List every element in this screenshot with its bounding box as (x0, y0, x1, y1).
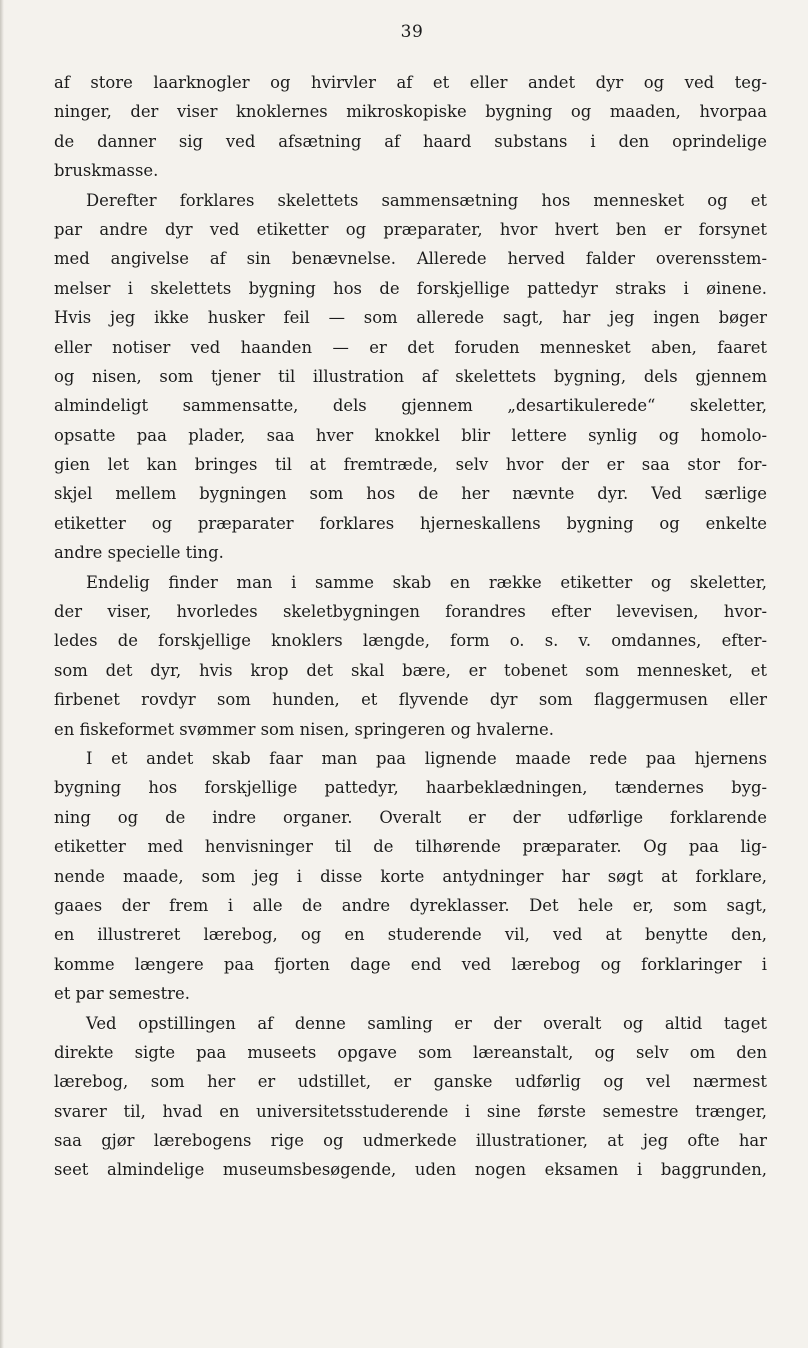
text-line: andre specielle ting. (54, 543, 224, 563)
text-line: bruskmasse. (54, 161, 159, 181)
body-text (54, 68, 767, 1185)
text-line: opsatte paa plader, saa hver knokkel blir lettere synlig og homolo- (54, 425, 767, 445)
text-line: skjel mellem bygningen som hos de her nævnte dyr. Ved særlige (54, 484, 767, 504)
page-number: 39 (400, 22, 424, 42)
text-line: I et andet skab faar man paa lignende maade rede paa hjernens (86, 748, 767, 768)
text-line: af store laarknogler og hvirvler af et eller andet dyr og ved teg- (54, 73, 767, 92)
text-line: ledes de forskjellige knoklers længde, form o. s. v. omdannes, efter- (54, 631, 767, 651)
text-line: og nisen, som tjener til illustration af skelettets bygning, dels gjennem (54, 366, 767, 386)
text-line: Ved opstillingen af denne samling er der overalt og altid taget (86, 1013, 767, 1033)
text-line: firbenet rovdyr som hunden, et flyvende dyr som flaggermusen eller (54, 690, 767, 710)
text-line: en fiskeformet svømmer som nisen, springeren og hvalerne. (54, 719, 554, 739)
text-line: ninger, der viser knoklernes mikroskopiske bygning og maaden, hvorpaa (54, 102, 767, 122)
text-line: melser i skelettets bygning hos de forskjellige pattedyr straks i øinene. (54, 278, 767, 298)
text-line: etiketter med henvisninger til de tilhørende præparater. Og paa lig- (54, 837, 767, 857)
text-line: almindeligt sammensatte, dels gjennem „desartikulerede“ skeletter, (54, 396, 767, 416)
text-line: en illustreret lærebog, og en studerende vil, ved at benytte den, (54, 925, 767, 945)
text-line: bygning hos forskjellige pattedyr, haarbeklædningen, tændernes byg- (54, 778, 767, 798)
text-line: gien let kan bringes til at fremtræde, selv hvor der er saa stor for- (54, 455, 767, 475)
text-line: eller notiser ved haanden — er det foruden mennesket aben, faaret (54, 337, 767, 357)
text-line: komme længere paa fjorten dage end ved lærebog og forklaringer i (54, 954, 767, 974)
text-line: gaaes der frem i alle de andre dyreklasser. Det hele er, som sagt, (54, 895, 767, 915)
text-line: Derefter forklares skelettets sammensætning hos mennesket og et (86, 190, 767, 210)
text-line: nende maade, som jeg i disse korte antydninger har søgt at forklare, (54, 866, 767, 886)
text-line: svarer til, hvad en universitetsstuderende i sine første semestre trænger, (54, 1101, 767, 1121)
text-line: seet almindelige museumsbesøgende, uden nogen eksamen i baggrunden, (54, 1160, 767, 1180)
text-line: de danner sig ved afsætning af haard substans i den oprindelige (54, 131, 767, 151)
text-line: par andre dyr ved etiketter og præparater, hvor hvert ben er forsynet (54, 219, 767, 239)
text-line: direkte sigte paa museets opgave som læreanstalt, og selv om den (54, 1042, 767, 1062)
text-line: Hvis jeg ikke husker feil — som allerede sagt, har jeg ingen bøger (54, 308, 767, 328)
text-line: med angivelse af sin benævnelse. Allerede herved falder overensstem- (54, 249, 767, 269)
text-line: Endelig finder man i samme skab en række etiketter og skeletter, (86, 572, 767, 592)
page-binding-edge (0, 0, 4, 1348)
text-line: ning og de indre organer. Overalt er der udførlige forklarende (54, 807, 767, 827)
text-line: saa gjør lærebogens rige og udmerkede illustrationer, at jeg ofte har (54, 1131, 767, 1151)
text-line: et par semestre. (54, 984, 190, 1004)
text-line: etiketter og præparater forklares hjerneskallens bygning og enkelte (54, 513, 767, 533)
text-line: lærebog, som her er udstillet, er ganske udførlig og vel nærmest (54, 1072, 767, 1092)
text-line: som det dyr, hvis krop det skal bære, er tobenet som mennesket, et (54, 660, 767, 680)
text-line: der viser, hvorledes skeletbygningen forandres efter levevisen, hvor- (54, 602, 767, 622)
